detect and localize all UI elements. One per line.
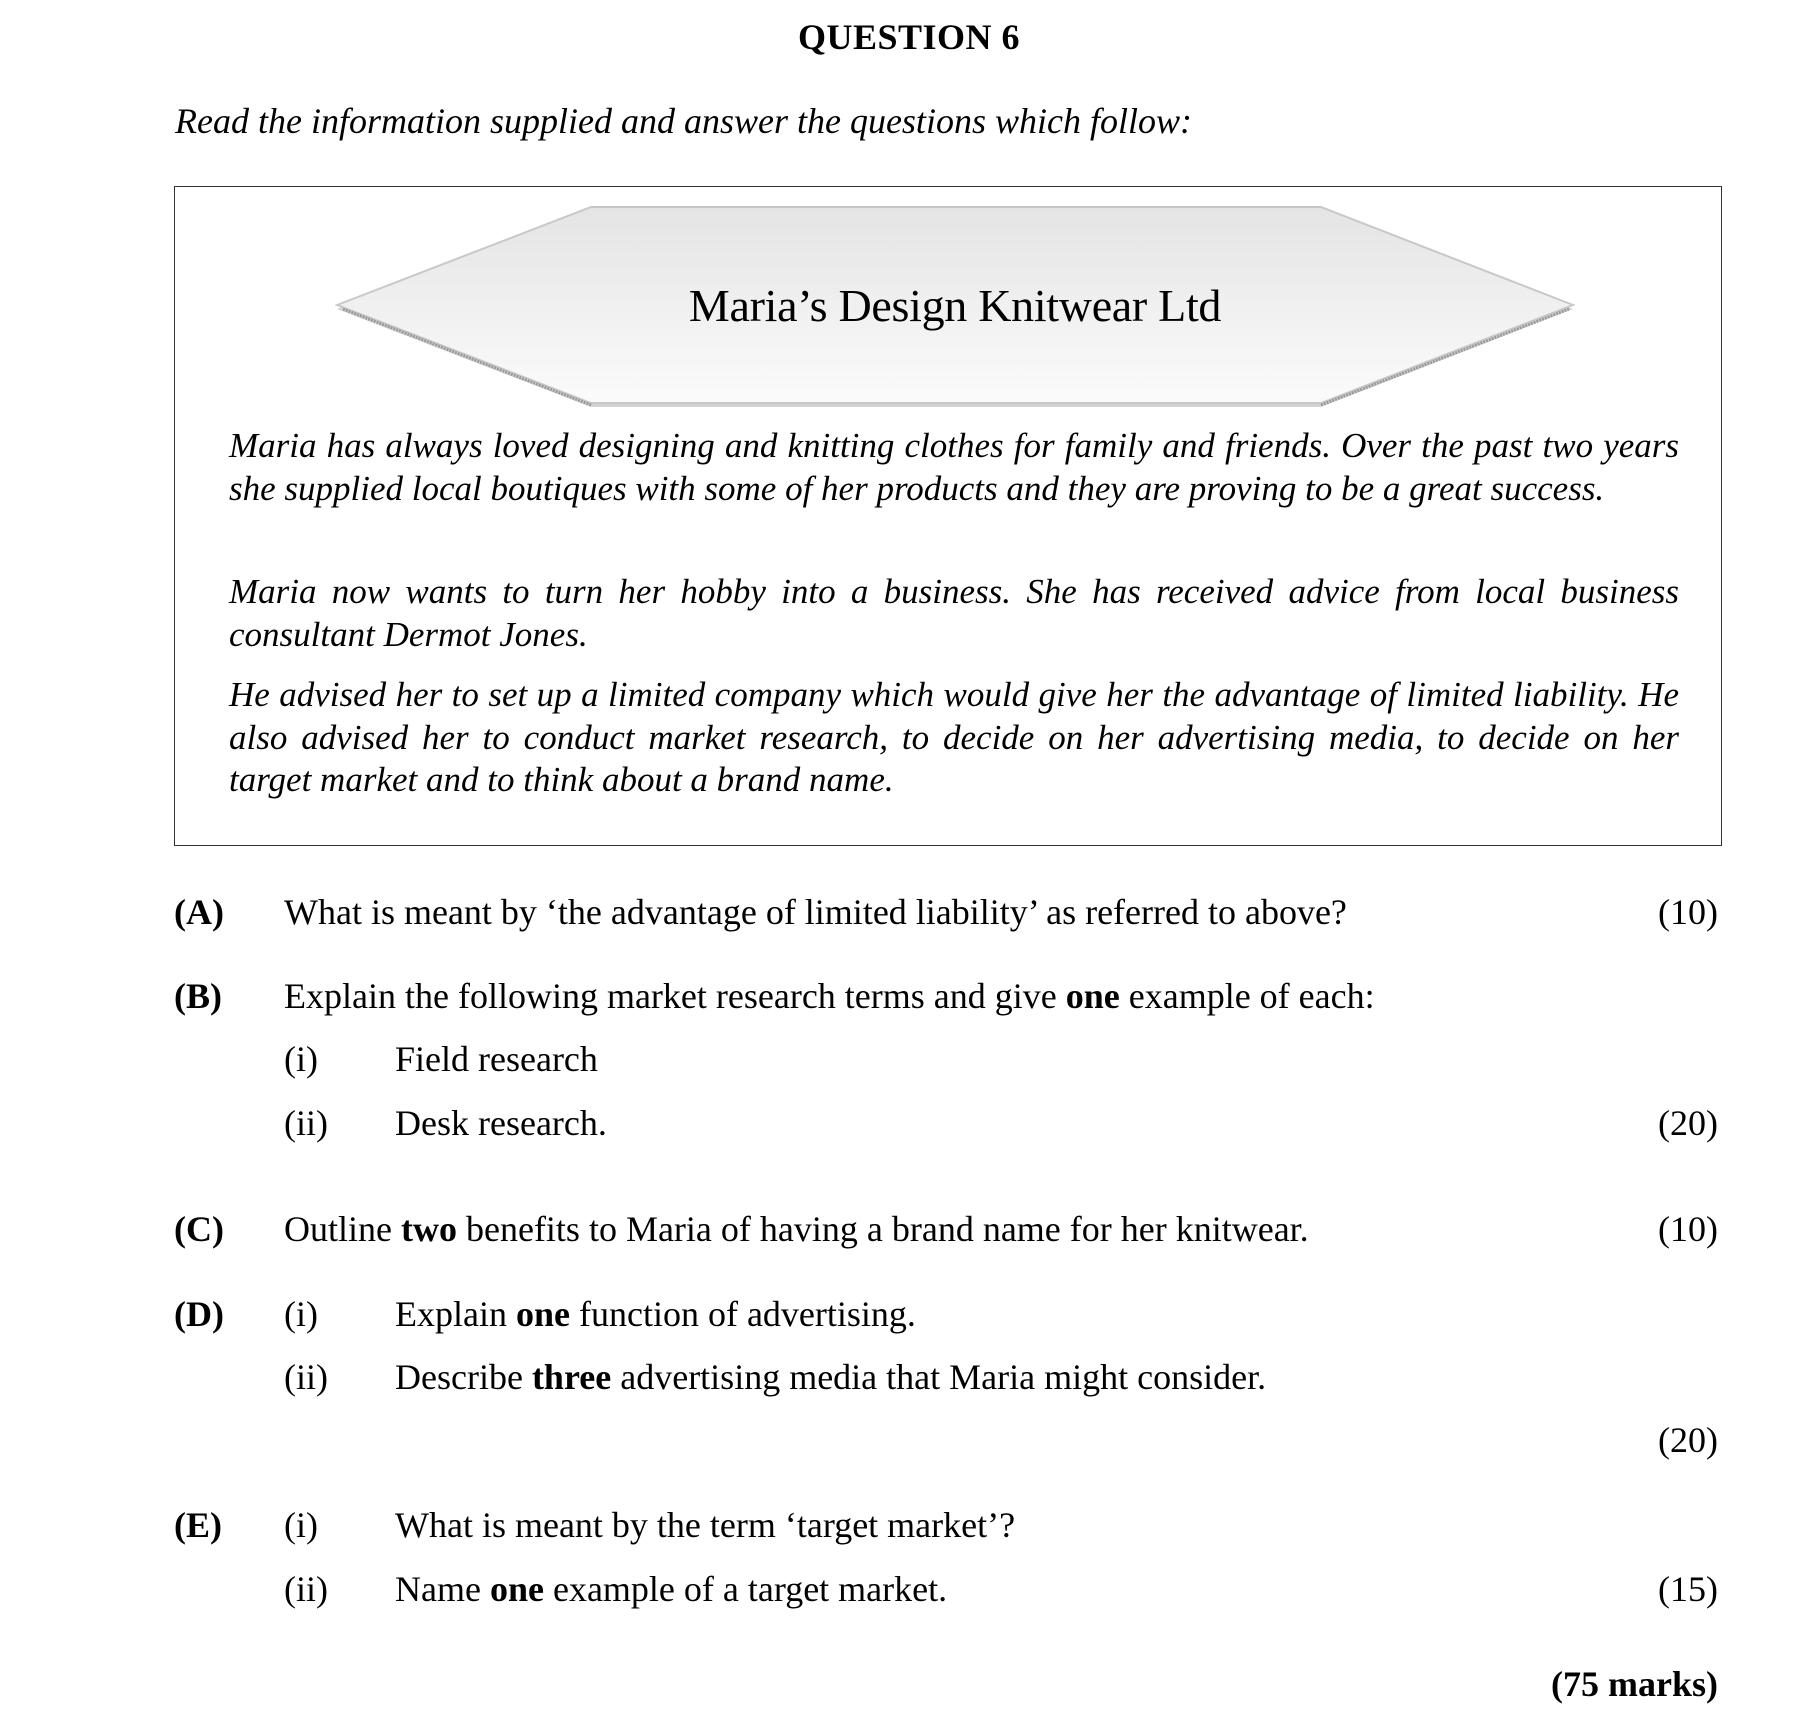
question-c-label: (C) xyxy=(174,1209,224,1249)
question-d-part-ii-text: Describe three advertising media that Maria might consider. xyxy=(395,1357,1267,1397)
question-e-part-ii xyxy=(0,1567,1818,1611)
question-e-label: (E) xyxy=(174,1505,222,1545)
question-d-label: (D) xyxy=(174,1294,224,1334)
question-e-part-ii-label: (ii) xyxy=(284,1569,328,1609)
case-paragraph-3: He advised her to set up a limited company which would give her the advantage of limited liability. He also advised her to conduct market research, to decide on her advertising media, to decide on her target market and to think about a brand name. xyxy=(229,675,1679,799)
question-b-label: (B) xyxy=(174,976,222,1016)
question-a-marks: (10) xyxy=(1658,892,1718,932)
question-a-text: What is meant by ‘the advantage of limited liability’ as referred to above? xyxy=(284,892,1347,932)
case-paragraph-2: Maria now wants to turn her hobby into a business. She has received advice from local business consultant Dermot Jones. xyxy=(229,572,1679,654)
instruction-text: Read the information supplied and answer the questions which follow: xyxy=(175,101,1192,141)
question-c-text: Outline two benefits to Maria of having a brand name for her knitwear. xyxy=(284,1209,1309,1249)
question-c xyxy=(0,1207,1818,1251)
question-d-part-ii-label: (ii) xyxy=(284,1357,328,1397)
question-b-part-ii xyxy=(0,1101,1818,1145)
question-b-part-i xyxy=(0,1037,1818,1081)
question-b-part-ii-label: (ii) xyxy=(284,1103,328,1143)
question-e-part-i-label: (i) xyxy=(284,1505,318,1545)
question-e-marks: (15) xyxy=(1658,1569,1718,1609)
case-study-box xyxy=(174,186,1722,846)
question-d-part-i-label: (i) xyxy=(284,1294,318,1334)
case-paragraph-1: Maria has always loved designing and knitting clothes for family and friends. Over the past two years she supplied local boutiques with some of her products and they are proving to be a great success. xyxy=(229,426,1679,508)
question-b-part-i-text: Field research xyxy=(395,1039,598,1079)
question-b-marks: (20) xyxy=(1658,1103,1718,1143)
question-b-part-ii-text: Desk research. xyxy=(395,1103,607,1143)
question-heading: QUESTION 6 xyxy=(797,17,1021,57)
question-b-part-i-label: (i) xyxy=(284,1039,318,1079)
question-e-part-i-text: What is meant by the term ‘target market’? xyxy=(395,1505,1016,1545)
question-b xyxy=(0,974,1818,1018)
question-d-marks-row xyxy=(0,1418,1818,1462)
question-e-part-ii-text: Name one example of a target market. xyxy=(395,1569,948,1609)
question-d-part-i-text: Explain one function of advertising. xyxy=(395,1294,916,1334)
question-a xyxy=(0,890,1818,934)
question-e xyxy=(0,1503,1818,1547)
question-d xyxy=(0,1292,1818,1336)
total-marks: (75 marks) xyxy=(1551,1664,1718,1704)
question-d-marks: (20) xyxy=(1658,1420,1718,1460)
question-b-text: Explain the following market research terms and give one example of each: xyxy=(284,976,1375,1016)
company-title: Maria’s Design Knitwear Ltd xyxy=(688,280,1222,331)
question-a-label: (A) xyxy=(174,892,224,932)
question-d-part-ii xyxy=(0,1355,1818,1399)
question-c-marks: (10) xyxy=(1658,1209,1718,1249)
